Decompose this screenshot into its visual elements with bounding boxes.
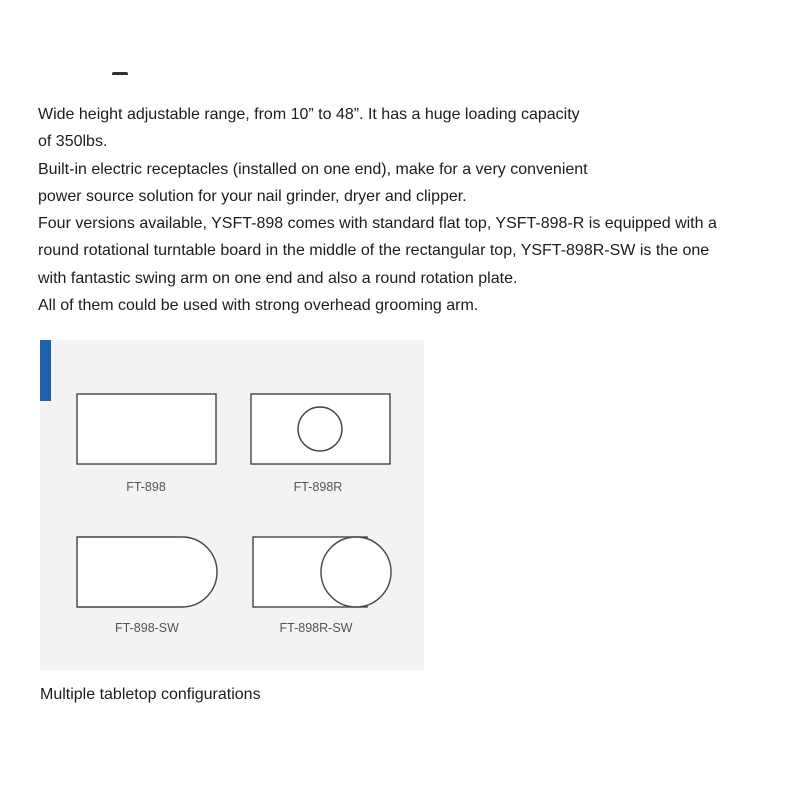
config-ft-898r-sw: [253, 537, 391, 635]
config-label: FT-898-SW: [115, 621, 179, 635]
config-label: FT-898R: [293, 480, 343, 494]
figure-caption: Multiple tabletop configurations: [40, 686, 261, 703]
description-line: round rotational turntable board in the middle of the rectangular top, YSFT-898R-SW is the one: [38, 242, 710, 260]
description-line: Built-in electric receptacles (installed on one end), make for a very convenient: [38, 160, 588, 178]
config-label: FT-898R-SW: [279, 621, 353, 635]
flat-top-shape: [77, 394, 216, 464]
description-line: Wide height adjustable range, from 10” to 48”. It has a huge loading capacity: [38, 106, 580, 123]
turntable-circle: [298, 407, 342, 451]
description-line: All of them could be used with strong overhead grooming arm.: [38, 297, 479, 315]
description-line: with fantastic swing arm on one end and also a round rotation plate.: [38, 269, 518, 287]
end-rotation-circle: [321, 537, 391, 607]
description-line: of 350lbs.: [38, 133, 108, 151]
config-ft-898: [77, 394, 216, 494]
config-label: FT-898: [126, 480, 166, 494]
config-ft-898r: [251, 394, 390, 494]
description-line: power source solution for your nail grinder, dryer and clipper.: [38, 187, 467, 205]
config-ft-898-sw: [77, 537, 217, 635]
description-line: Four versions available, YSFT-898 comes with standard flat top, YSFT-898-R is equipped with a: [38, 215, 717, 233]
swing-top-shape: [77, 537, 217, 607]
